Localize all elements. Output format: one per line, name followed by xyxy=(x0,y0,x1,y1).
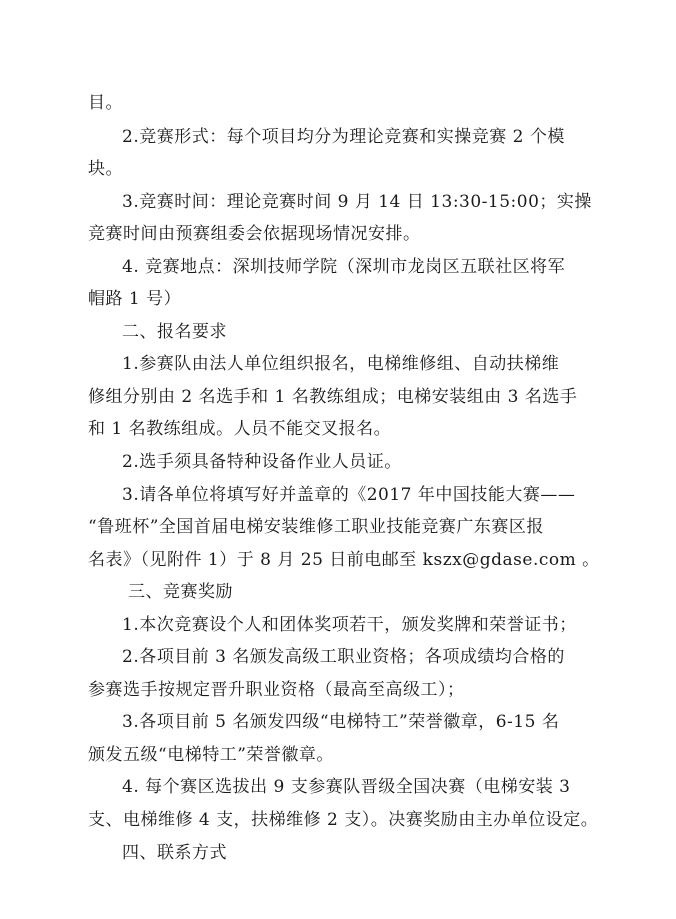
text-line: 块。 xyxy=(88,159,123,179)
text-line: 参赛选手按规定晋升职业资格（最高至高级工）； xyxy=(88,680,465,700)
text-line: 3.请各单位将填写好并盖章的《2017 年中国技能大赛—— xyxy=(122,485,576,505)
text-line: 2.竞赛形式：每个项目均分为理论竞赛和实操竞赛 2 个模 xyxy=(122,127,565,147)
text-line: 1.参赛队由法人单位组织报名，电梯维修组、自动扶梯维 xyxy=(122,354,560,374)
section-heading: 四、联系方式 xyxy=(122,843,227,863)
text-line: “鲁班杯”全国首届电梯安装维修工职业技能竞赛广东赛区报 xyxy=(88,517,544,537)
text-line: 名表》（见附件 1）于 8 月 25 日前电邮至 kszx@gdase.com 。 xyxy=(88,550,600,570)
text-line: 和 1 名教练组成。人员不能交叉报名。 xyxy=(88,419,392,439)
text-line: 2.选手须具备特种设备作业人员证。 xyxy=(122,452,402,472)
section-heading: 三、竞赛奖励 xyxy=(128,582,233,602)
text-line: 4. 每个赛区选拔出 9 支参赛队晋级全国决赛（电梯安装 3 xyxy=(122,777,571,797)
text-line: 2.各项目前 3 名颁发高级工职业资格；各项成绩均合格的 xyxy=(122,647,565,667)
text-line: 竞赛时间由预赛组委会依据现场情况安排。 xyxy=(88,224,421,244)
text-line: 帽路 1 号） xyxy=(88,289,182,309)
text-line: 支、电梯维修 4 支，扶梯维修 2 支）。决赛奖励由主办单位设定。 xyxy=(88,810,599,830)
text-line: 修组分别由 2 名选手和 1 名教练组成；电梯安装组由 3 名选手 xyxy=(88,387,578,407)
text-line: 3.竞赛时间：理论竞赛时间 9 月 14 日 13:30-15:00；实操 xyxy=(122,192,592,212)
section-heading: 二、报名要求 xyxy=(122,322,227,342)
text-line: 3.各项目前 5 名颁发四级“电梯特工”荣誉徽章，6-15 名 xyxy=(122,712,560,732)
text-line: 目。 xyxy=(88,93,123,113)
text-line: 1.本次竞赛设个人和团体奖项若干，颁发奖牌和荣誉证书； xyxy=(122,615,577,635)
text-line: 4. 竞赛地点：深圳技师学院（深圳市龙岗区五联社区将军 xyxy=(122,257,566,277)
text-line: 颁发五级“电梯特工”荣誉徽章。 xyxy=(88,745,334,765)
